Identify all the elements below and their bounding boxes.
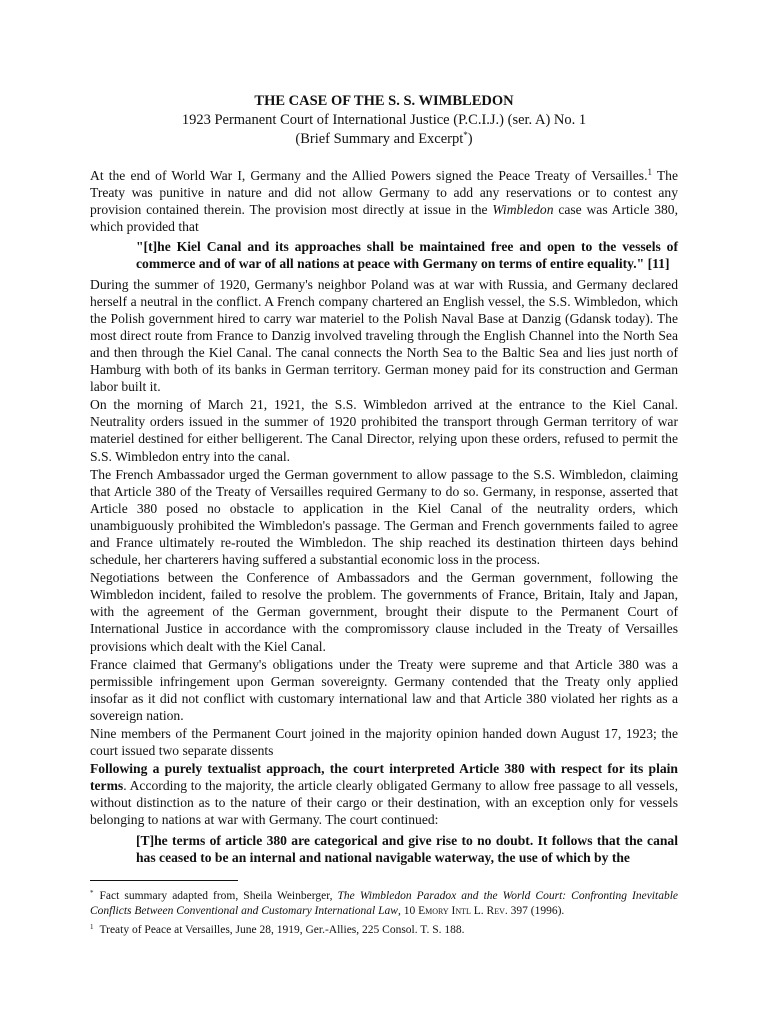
paragraph-intro-a: At the end of World War I, Germany and the Allied Powers signed the Peace Treaty of Versailles. xyxy=(90,168,648,183)
footnote-star xyxy=(90,886,678,918)
paragraph-holding xyxy=(90,760,678,828)
paragraph-arguments: France claimed that Germany's obligations under the Treaty were supreme and that Article 380 was a permissible infringement upon German sovereignty. Germany contended that the Treaty only applied insofar as it did not conflict with customary international law and that Article 380 violated her rights as a sovereign nation. xyxy=(90,656,678,723)
summary-label xyxy=(90,130,678,149)
footnote-star-c: 397 (1996). xyxy=(507,904,565,917)
paragraph-majority: Nine members of the Permanent Court joined in the majority opinion handed down August 17, 1923; the court issued two separate dissents xyxy=(90,726,678,759)
summary-label-text: (Brief Summary and Excerpt xyxy=(295,131,464,147)
footnote-divider xyxy=(90,880,238,881)
paragraph-intro-b: The Treaty was punitive in nature and did not allow Germany to add any reservations or to contest any provision contained therein. The provision most directly at issue in the xyxy=(90,168,678,218)
footnote-star-title: The Wimbledon Paradox and the World Court: Confronting Inevitable Conflicts Between Conventional and Customary International Law xyxy=(90,890,678,917)
summary-label-close: ) xyxy=(467,131,473,147)
page-title: THE CASE OF THE S. S. WIMBLEDON xyxy=(254,93,514,109)
footnote-star-mark: * xyxy=(90,889,94,897)
holding-bold: Following a purely textualist approach, the court interpreted Article 380 with respect for its plain terms xyxy=(90,761,678,794)
paragraph-intro xyxy=(90,167,678,235)
document-body xyxy=(90,167,678,869)
footnote-star-a: Fact summary adapted from, Sheila Weinberger, xyxy=(99,890,338,902)
footnote-1 xyxy=(90,920,678,938)
court-quote: [T]he terms of article 380 are categorical and give rise to no doubt. It follows that the canal has ceased to be an internal and national navigable waterway, the use of which by the xyxy=(136,832,678,865)
footnote-1-mark: 1 xyxy=(90,923,94,931)
paragraph-intro-c: case was Article 380, which provided that xyxy=(90,202,678,235)
paragraph-background: During the summer of 1920, Germany's neighbor Poland was at war with Russia, and Germany declared herself a neutral in the conflict. A French company chartered an English vessel, the S.S. Wimbledon, which the Polish government hired to carry war materiel to the Polish Naval Base at Danzig (Gdansk today). The most direct route from France to Danzig involved traveling through the English Channel into the North Sea and then through the Kiel Canal. The canal connects the North Sea to the Baltic Sea and lies just north of Hamburg with both of its banks in German territory. German money paid for its construction and German labor built it. xyxy=(90,276,678,395)
paragraph-incident: On the morning of March 21, 1921, the S.S. Wimbledon arrived at the entrance to the Kiel Canal. Neutrality orders issued in the summer of 1920 prohibited the transport through German territory of war materiel destined for either belligerent. The Canal Director, relying upon these orders, refused to permit the S.S. Wimbledon entry into the canal. xyxy=(90,397,678,464)
court-citation: 1923 Permanent Court of International Justice (P.C.I.J.) (ser. A) No. 1 xyxy=(181,112,587,128)
footnotes xyxy=(90,880,678,940)
footnote-ref-1: 1 xyxy=(647,167,652,177)
article-380-quote: "[t]he Kiel Canal and its approaches shall be maintained free and open to the vessels of commerce and of war of all nations at peace with Germany on terms of entire equality." [11] xyxy=(136,239,678,272)
paragraph-negotiations: Negotiations between the Conference of Ambassadors and the German government, following the Wimbledon incident, failed to resolve the problem. The governments of France, Britain, Italy and Japan, with the agreement of the German government, brought their dispute to the Permanent Court of International Justice in accordance with the compromissory clause included in the Treaty of Versailles provisions which dealt with the Kiel Canal. xyxy=(90,570,678,654)
paragraph-dispute: The French Ambassador urged the German government to allow passage to the S.S. Wimbledon, claiming that Article 380 of the Treaty of Versailles required Germany to do so. Germany, in response, asserted that Article 380 posed no obstacle to application in the Kiel Canal of the neutrality orders, which unambiguously prohibited the Wimbledon's passage. The German and French governments failed to agree and France ultimately re-routed the Wimbledon. The ship reached its destination thirteen days behind schedule, her charterers having suffered a substantial economic loss in the process. xyxy=(90,466,678,568)
footnote-1-text: Treaty of Peace at Versailles, June 28, 1919, Ger.-Allies, 225 Consol. T. S. 188. xyxy=(99,924,465,936)
summary-footnote-mark: * xyxy=(463,130,468,140)
document-header xyxy=(90,92,678,149)
footnote-star-b: , 10 xyxy=(397,904,419,917)
footnote-star-journal: Emory Intl L. Rev. xyxy=(418,904,508,917)
case-name-italic: Wimbledon xyxy=(492,202,554,218)
holding-rest: . According to the majority, the article clearly obligated Germany to allow free passage to all vessels, without distinction as to the nature of their cargo or their destination, with an exception only for vessels belonging to nations at war with Germany. The court continued: xyxy=(90,778,678,828)
